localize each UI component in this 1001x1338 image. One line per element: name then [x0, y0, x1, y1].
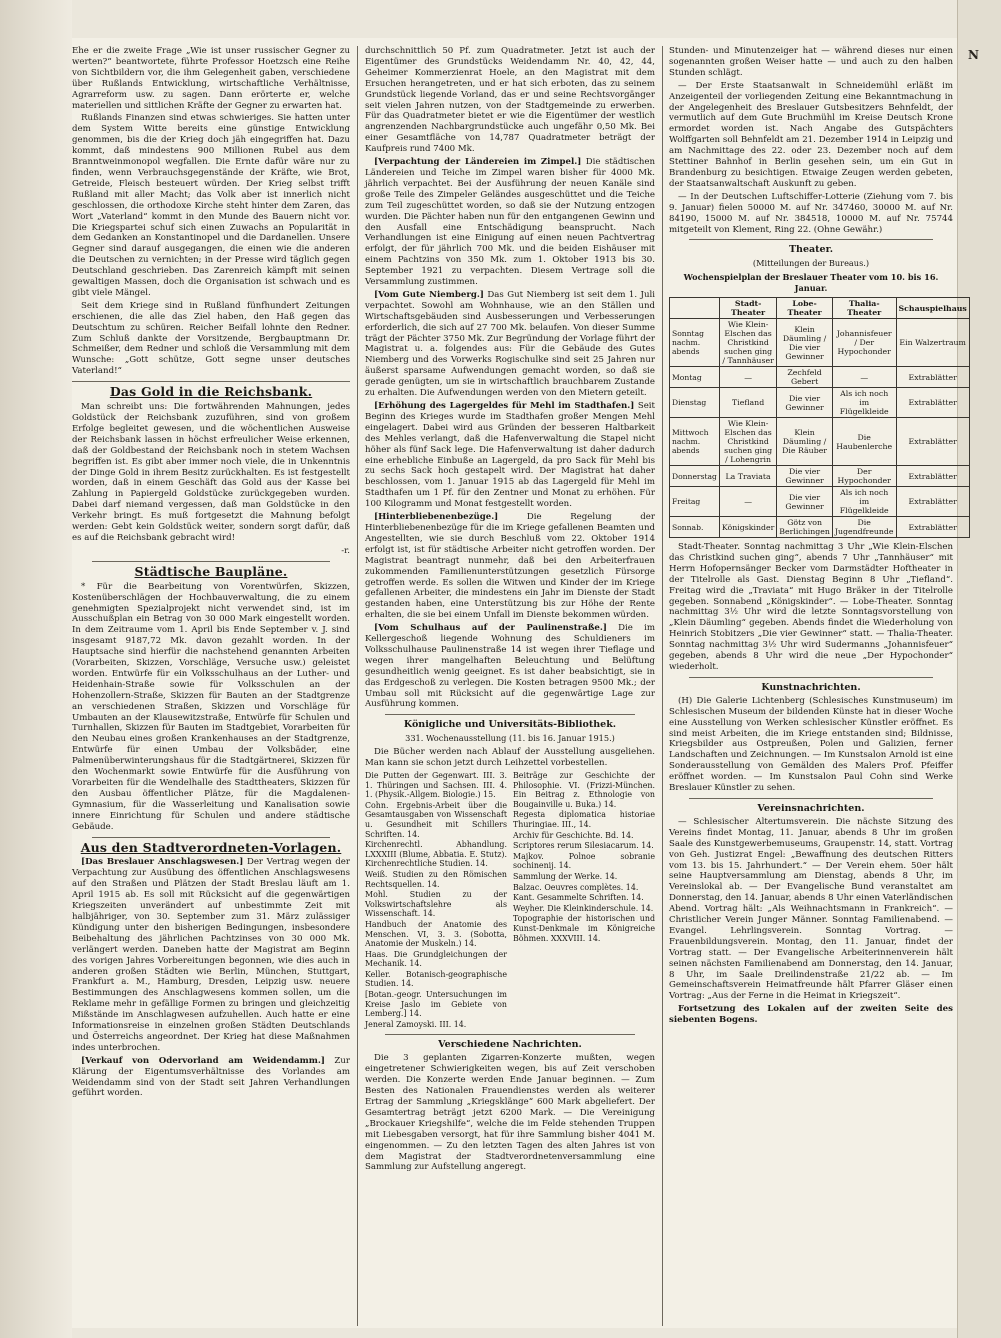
list-item: Kirchenrechtl. Abhandlung. LXXXIII (Blume, Abbatia. E. Stutz). Kirchenrechtliche Studien. 14. — [365, 840, 507, 869]
table-cell: Die Jugendfreunde — [832, 517, 896, 538]
theater-subtitle: (Mitteilungen der Bureaus.) — [752, 258, 870, 269]
table-header-row — [670, 298, 970, 319]
list-item: Topographie der historischen und Kunst-Denkmale im Königreiche Böhmen. XXXVIII. 14. — [513, 914, 655, 943]
table-cell: Als ich noch im Flügelkleide — [832, 388, 896, 418]
table-cell: Die Haubenlerche — [832, 418, 896, 466]
table-cell: Extrablätter — [896, 487, 969, 517]
item-niemberg: Das Gut Niemberg ist seit dem 1. Juli verpachtet. Sowohl am Wohnhause, wie an den Ställen und Wirtschaftsgebäuden sind Ausbesserungen und Verbesserungen erforderlich, die sich auf 27 700 Mk. belaufen. Von dieser Summe trägt der Pächter 3750 Mk. Zur Begründung der Vorlage führt der Magistrat u. a. folgendes aus: Für die Gebäude des Gutes Niemberg und des Vorwerks Rogischulke sind seit 25 Jahren nur äußerst sparsame Aufwendungen gemacht worden, so daß sie gerade genügten, um sie in wirtschaftlich brauchbarem Zustande zu erhalten. Die Aufwendungen werden von den Mietern geteilt. — [365, 289, 656, 399]
lecture-report: Ehe er die zweite Frage „Wie ist unser russischer Gegner zu werten?“ beantwortete, führte Professor Hoetzsch eine Reihe von Sichtbildern vor, die ihm Gelegenheit gaben, verschiedene über Rußlands Entwicklung, wirtschaftliche Verhältnisse, Agrarreform usw. zu sagen. Dann erörterte er, welche materiellen und sittlichen Kräfte der Gegner zu erwarten hat. — [72, 46, 350, 111]
list-item: Jeneral Zamoyski. III. 14. — [365, 1019, 467, 1029]
table-cell: Wie Klein-Elschen das Christkind suchen ging / Lohengrin — [719, 418, 776, 466]
heading-bibliothek: Königliche und Universitäts-Bibliothek. — [403, 719, 617, 731]
item-title-lagergeld: [Erhöhung des Lagergeldes für Mehl im Stadthafen.] — [374, 401, 635, 411]
list-item: Haas. Die Grundgleichungen der Mechanik. 14. — [365, 949, 507, 969]
heading-kunst: Kunstnachrichten. — [761, 681, 861, 693]
table-cell: Die vier Gewinner — [777, 388, 833, 418]
heading-vorlagen: Aus den Stadtverordneten-Vorlagen. — [80, 839, 342, 855]
list-item: Beiträge zur Geschichte der Philosophie. VI. (Frizzi-München. Ein Beitrag z. Ethnologie von Bougainville u. Buka.) 14. — [513, 771, 655, 809]
table-cell: Extrablätter — [896, 466, 969, 487]
list-item: [Botan.-geogr. Untersuchungen im Kreise Jaslo im Gebiete von Lemberg.] 14. — [365, 990, 507, 1019]
bibliothek-list-left — [365, 771, 507, 1030]
divider — [72, 381, 350, 382]
table-header — [670, 298, 720, 319]
table-cell: — — [719, 487, 776, 517]
column-1 — [72, 46, 350, 1331]
article-kunst: (H) Die Galerie Lichtenberg (Schlesisches Kunstmuseum) im Schlesischen Museum der bildenden Künste hat in dieser Woche eine Ausstellung von Werken schlesischer Künstler eröffnet. Es sind meist Arbeiten, die im Kriege entstanden sind; Bildnisse, Kriegsbilder aus Ostpreußen, Polen und Galizien, ferner Landschaften und Zeichnungen. — Im Kunstsalon Arnold ist eine Sonderausstellung von Gemälden des Malers Prof. Pfeiffer eröffnet worden. — Im Kunstsalon Paul Cohn sind Werke Breslauer Künstler zu sehen. — [669, 695, 953, 794]
heading-theater: Theater. — [788, 244, 834, 256]
table-row — [670, 517, 970, 538]
table-cell: Wie Klein-Elschen das Christkind suchen ging / Tannhäuser — [719, 319, 776, 367]
theater-schedule-table — [669, 297, 970, 538]
table-cell: Ein Walzertraum — [896, 319, 969, 367]
item-title-hinterbliebene: [Hinterbliebenenbezüge.] — [374, 512, 499, 523]
heading-bauplaene: Städtische Baupläne. — [134, 563, 288, 579]
table-cell: Als ich noch im Flügelkleide — [832, 487, 896, 517]
adjacent-page-edge — [957, 0, 1001, 1338]
table-cell: — — [719, 367, 776, 388]
bibliothek-intro: Die Bücher werden nach Ablauf der Ausstellung ausgeliehen. Man kann sie schon jetzt durch Leihzettel vorbestellen. — [365, 747, 655, 769]
bibliothek-subtitle: 331. Wochenausstellung (11. bis 16. Januar 1915.) — [405, 733, 615, 744]
table-cell: — — [832, 367, 896, 388]
list-item: Majkov. Polnoe sobranie sochinenij. 14. — [513, 851, 655, 871]
column-rule — [662, 46, 663, 1326]
list-item: Cohn. Ergebnis-Arbeit über die Gesamtausgaben von Wissenschaft u. Gesundheit mit Schillers Schriften. 14. — [365, 800, 507, 839]
table-cell: Zechfeld Gebert — [777, 367, 833, 388]
table-cell: Die vier Gewinner — [777, 466, 833, 487]
theater-week-title: Wochenspielplan der Breslauer Theater vom 10. bis 16. Januar. — [683, 272, 939, 294]
list-item: Kant. Gesammelte Schriften. 14. — [513, 893, 644, 903]
divider — [689, 239, 933, 240]
table-row — [670, 487, 970, 517]
item-title-anschlag: [Das Breslauer Anschlagswesen.] — [81, 857, 244, 868]
column-3 — [669, 46, 967, 1331]
table-cell: Tiefland — [719, 388, 776, 418]
table-row — [670, 319, 970, 367]
divider — [385, 714, 635, 715]
list-item: Regesta diplomatica historiae Thuringiae. III., 14. — [513, 810, 655, 829]
table-cell: Extrablätter — [896, 388, 969, 418]
table-row — [670, 466, 970, 487]
list-item: Keller. Botanisch-geographische Studien. 14. — [365, 969, 507, 989]
table-cell: Johannisfeuer / Der Hypochonder — [832, 319, 896, 367]
table-cell: Die vier Gewinner — [777, 487, 833, 517]
list-item: Weyher. Die Kleinkinderschule. 14. — [513, 903, 654, 913]
table-cell-day: Mittwoch nachm. abends — [670, 418, 720, 466]
item-oderland-cont: durchschnittlich 50 Pf. zum Quadratmeter. Jetzt ist auch der Eigentümer des Grundstücks Weidendamm Nr. 40, 42, 44, Geheimer Kommerzienrat Hoele, an den Magistrat mit dem Ersuchen herangetreten, und er hat sich erboten, das zu seinem Grundstück liegende Vorland, das er und seine Rechtsvorgänger seit vielen Jahren nutzen, von der Stadtgemeinde zu erwerben. Für das Quadratmeter bietet er wie die Eigentümer der westlich angrenzenden Nachbargrundstücke auch ungefähr 0,50 Mk. Bei einer Gesamtfläche von 14,787 Quadratmeter beträgt der Kaufpreis rund 7400 Mk. — [365, 46, 655, 155]
bibliothek-list-right — [513, 771, 655, 1030]
article-gold-signature: -r. — [341, 545, 350, 556]
table-row — [670, 418, 970, 466]
divider — [689, 798, 933, 799]
article-verein: — Schlesischer Altertumsverein. Die nächste Sitzung des Vereins findet Montag, 11. Januar, abends 8 Uhr im großen Saale des Kunstgewerbemuseums, Graupenstr. 14, statt. Vortrag von Geh. Justizrat Engel: „Bewaffnung des deutschen Ritters vom 13. bis 15. Jahrhundert.“ — Der Verein ehem. 50er hält seine Hauptversammlung am Dienstag, abends 8 Uhr, im Vereinslokal ab. — Der Evangelische Bund veranstaltet am Donnerstag, den 14. Januar, abends 8 Uhr einen Vaterländischen Abend. Vortrag hält: „Als Weihnachtsmann in Frankreich“. — Christlicher Verein Junger Männer. Sonntag Familienabend. — Evangel. Lehrlingsverein. Sonntag Vortrag. — Frauenbildungsverein. Montag, den 11. Januar, findet der Vortrag statt. — Der Evangelische Arbeiterinnenverein hält seinen nächsten Familienabend am Donnerstag, den 14. Januar, 8 Uhr, im Saale Dreilindenstraße 21/22 ab. — Im Gemeinschaftsverein Heimatfreunde hält Pfarrer Gläser einen Vortrag: „Aus der Ferne in die Heimat in Kriegszeit“. — [669, 816, 953, 1002]
article-lotterie: — In der Deutschen Luftschiffer-Lotterie (Ziehung vom 7. bis 9. Januar) fielen 50000 M. auf Nr. 347460, 30000 M. auf Nr. 84190, 15000 M. auf Nr. 384518, 10000 M. auf Nr. 75744 mitgeteilt von Klement, Ring 22. (Ohne Gewähr.) — [669, 191, 953, 235]
list-item: Die Putten der Gegenwart. III. 3. 1. Thüringen und Sachsen. III. 4. 1. (Physik.-Allgem. Biologie.) 15. — [365, 771, 507, 800]
table-cell: Königskinder — [719, 517, 776, 538]
item-title-oderland: [Verkauf von Odervorland am Weidendamm.] — [81, 1055, 325, 1066]
list-item: Balzac. Oeuvres complètes. 14. — [513, 882, 639, 892]
continuation-note: Fortsetzung des Lokalen auf der zweiten Seite des siebenten Bogens. — [669, 1004, 953, 1026]
table-cell: Extrablätter — [896, 517, 969, 538]
table-header: Schauspielhaus — [896, 298, 969, 319]
list-item: Sammlung der Werke. 14. — [513, 871, 618, 881]
item-title-zimpel: [Verpachtung der Ländereien im Zimpel.] — [374, 157, 582, 168]
item-schulhaus: Die im Kellergeschoß liegende Wohnung des Schuldieners im Volksschulhause Paulinenstraße 14 ist wegen ihrer Tieflage und wegen ihrer mangelhaften Beleuchtung und Belüftung gesundheitlich wenig geeignet. Es ist daher beabsichtigt, sie in das Erdgeschoß zu verlegen. Die Kosten betragen 9500 Mk.; der Umbau soll mit Rücksicht auf die gegenwärtige Lage zur Ausführung kommen. — [365, 623, 656, 710]
column-rule — [357, 46, 358, 1326]
table-header: Lobe-Theater — [777, 298, 833, 319]
book-binding — [0, 0, 72, 1338]
heading-gold: Das Gold in die Reichsbank. — [109, 384, 313, 400]
table-cell-day: Sonnab. — [670, 517, 720, 538]
table-cell-day: Sonntag nachm. abends — [670, 319, 720, 367]
table-row — [670, 367, 970, 388]
article-theater: Stadt-Theater. Sonntag nachmittag 3 Uhr „Wie Klein-Elschen das Christkind suchen ging“, abends 7 Uhr „Tannhäuser“ mit Herrn Hofopernsänger Becker vom Darmstädter Hoftheater in der Titelrolle als Gast. Dienstag Beginn 8 Uhr „Tiefland“. Freitag wird die „Traviata“ mit Hugo Bräker in der Titelrolle gegeben. Sonnabend „Königskinder“. — Lobe-Theater. Sonntag nachmittag 3½ Uhr wird die letzte Sonntagsvorstellung von „Klein Däumling“ gegeben. Abends findet die Wiederholung von Heinrich Stobitzers „Die vier Gewinner“ statt. — Thalia-Theater. Sonntag nachmittag 3½ Uhr wird Sudermanns „Johannisfeuer“ gegeben, abends 8 Uhr wird die neue „Der Hypochonder“ wiederholt. — [669, 542, 953, 672]
table-header: Stadt-Theater — [719, 298, 776, 319]
lecture-report-cont: Rußlands Finanzen sind etwas schwieriges. Sie hatten unter dem System Witte bereits eine günstige Entwicklung genommen, bis die der Krieg doch jäh eingegriffen hat. Dazu kommt, daß mindestens 900 Millionen Rubel aus dem Branntweinmonopol wegfallen. Die Ernte dafür wäre nur zu finden, wenn Verbrauchsgegenstände der Kräfte, wie Brot, Getreide, Fleisch besteuert würden. Der Krieg selbst trifft Rußland mit aller Macht; das Volk aber ist innerlich nicht geschlossen, die orthodoxe Kirche steht hinter dem Zaren, das Wort „Vaterland“ kommt in den Munde des Bauern nicht vor. Die Kriegspartei schuf sich einen Zuwachs an Popularität in dem Gedanken an Konstantinopel und die Dardanellen. Unsere Gegner sind darauf ausgegangen, die einen wie die anderen die Deutschen zu vernichten; in der Presse wird täglich gegen Deutschland geschrieben. Das Zarenreich kämpft mit seinen gewaltigen Massen, doch die Organisation ist schwach und es gibt viele Mängel. — [72, 113, 350, 298]
list-item: Archiv für Geschichte. Bd. 14. — [513, 830, 634, 840]
column-2 — [365, 46, 655, 1331]
item-hinterbliebene: Die Regelung der Hinterbliebenenbezüge für die im Kriege gefallenen Beamten und Angestellten, wie sie durch Beschluß vom 22. Oktober 1914 erfolgt ist, ist für städtische Arbeiter nicht getroffen worden. Der Magistrat beantragt nunmehr, daß bei den Arbeiterfrauen zukommenden Familienunterstützungen gesetzlich Fürsorge getroffen werde. Es sollen die Witwen und Kinder der im Kriege gefallenen Arbeiter, die mindestens ein Jahr im Dienste der Stadt gestanden haben, eine Unterstützung bis zur Höhe der Rente erhalten, die sie bei einem Unfall im Dienste bekommen würden. — [365, 512, 655, 621]
list-item: Mohl. Studien zu der Volkswirtschaftslehre als Wissenschaft. 14. — [365, 890, 507, 919]
list-item: Handbuch der Anatomie des Menschen. VI, 3. 3. (Sobotta, Anatomie der Muskeln.) 14. — [365, 919, 507, 949]
table-row — [670, 388, 970, 418]
item-zimpel: Die städtischen Ländereien und Teiche im Zimpel waren bisher für 4000 Mk. jährlich verpachtet. Bei der Ausführung der neuen Kanäle sind große Teile des Zimpeler Geländes ausgeschüttet und die Teiche zum Teil zugeschüttet worden, so daß sie der Nutzung entzogen wurden. Die Pächter haben nun für den entgangenen Gewinn und den Ausfall eine Entschädigung beansprucht. Nach Verhandlungen ist eine Einigung auf einen neuen Pachtvertrag erfolgt, der für jährlich 700 Mk. und die beiden Eishäuser mit einem Pachtzins von 350 Mk. zum 1. Oktober 1913 bis 30. September 1921 zu verpachten. Diesem Vertrage soll die Versammlung zustimmen. — [365, 157, 656, 288]
article-verschiedenes: Die 3 geplanten Zigarren-Konzerte mußten, wegen eingetretener Schwierigkeiten wegen, bis auf Zeit verschoben werden. Die Konzerte werden Ende Januar beginnen. — Zum Besten des Nationalen Frauendienstes werden als weiterer Ertrag der Sammlung „Kriegsklänge“ 600 Mark abgeliefert. Der Gesamtertrag beträgt jetzt 6200 Mark. — Die Vereinigung „Brockauer Kriegshilfe“, welche die im Felde stehenden Truppen mit Liebesgaben versorgt, hat für ihre Sammlung bisher 4041 M. eingenommen. — Zu den letzten Tagen des alten Jahres ist von dem Magistrat der Stadtverordnetenversammlung eine Sammlung zur Aufstellung angeregt. — [365, 1053, 655, 1173]
item-oderland: Zur Klärung der Eigentumsverhältnisse des Vorlandes am Weidendamm sind von der Stadt seit Jahren Verhandlungen geführt worden. — [72, 1055, 350, 1099]
newspaper-page — [72, 38, 967, 1328]
list-item: Scriptores rerum Silesiacarum. 14. — [513, 841, 654, 851]
divider — [689, 677, 933, 678]
table-cell: Klein Däumling / Die vier Gewinner — [777, 319, 833, 367]
bibliothek-list — [365, 771, 655, 1030]
list-item: Weiß. Studien zu den Römischen Rechtsquellen. 14. — [365, 869, 507, 889]
adjacent-page-fragment: N — [968, 48, 979, 62]
table-cell: Extrablätter — [896, 367, 969, 388]
divider — [385, 1034, 635, 1035]
article-staatsanwalt: — Der Erste Staatsanwalt in Schneidemühl erläßt im Anzeigenteil der vorliegenden Zeitung eine Bekanntmachung in der Angelegenheit des Breslauer Gutsbesitzers Behnfeldt, der vermutlich auf dem Gute Bruchmühl im Kreise Deutsch Krone ermordet worden ist. Nach Angabe des Gutspächters Wolffgarten soll Behnfeldt am 21. Dezember 1914 in Leipzig und am Nachmittage des 22. oder 23. Dezember noch auf dem Stettiner Bahnhof in Berlin gesehen sein, um ein Gut in Brandenburg zu besichtigen. Etwaige Zeugen werden gebeten, der Staatsanwaltschaft Auskunft zu geben. — [669, 80, 953, 189]
table-cell: Götz von Berlichingen — [777, 517, 833, 538]
heading-verein: Vereinsnachrichten. — [757, 802, 865, 814]
divider — [92, 837, 330, 838]
table-header: Thalia-Theater — [832, 298, 896, 319]
table-cell-day: Donnerstag — [670, 466, 720, 487]
table-cell-day: Dienstag — [670, 388, 720, 418]
table-cell: Der Hypochonder — [832, 466, 896, 487]
table-cell-day: Freitag — [670, 487, 720, 517]
article-clock-cont: Stunden- und Minutenzeiger hat — während dieses nur einen sogenannten großen Weiser hatte — und auch zu den halben Stunden schlägt. — [669, 46, 953, 78]
lecture-report-closing: Seit dem Kriege sind in Rußland fünfhundert Zeitungen erschienen, die alle das Ziel haben, den Haß gegen das Deutschtum zu schüren. Reicher Beifall lohnte den Redner. Zum Schluß dankte der Vorsitzende, Bergbauptmann Dr. Schmeißer, dem Redner und schloß die Versammlung mit dem Wunsche: „Gott schütze, Gott segne unser deutsches Vaterland!“ — [72, 300, 350, 377]
item-title-niemberg: [Vom Gute Niemberg.] — [374, 289, 484, 300]
table-cell-day: Montag — [670, 367, 720, 388]
item-lagergeld: Seit Beginn des Krieges wurde im Stadthafen großer Mengen Mehl eingelagert. Dabei wird aus Gründen der besseren Haltbarkeit des Mehles verlangt, daß die Hafenverwaltung die Stapel nicht höher als fünf Sack lege. Die Hafenverwaltung ist daher dadurch eine erhebliche Einbuße an Lagergeld, da pro Sack für Mehl bis zu sechs Sack hoch gestapelt wird. Der Magistrat hat daher beschlossen, vom 1. Januar 1915 ab das Lagergeld für Mehl im Stadthafen um 1 Pf. für den Zentner und Monat zu erhöhen. Für 100 Kilogramm und Monat festgestellt worden. — [365, 401, 655, 510]
divider — [92, 561, 330, 562]
heading-verschiedenes: Verschiedene Nachrichten. — [438, 1039, 582, 1051]
item-title-schulhaus: [Vom Schulhaus auf der Paulinenstraße.] — [374, 623, 607, 634]
article-gold: Man schreibt uns: Die fortwährenden Mahnungen, jedes Goldstück der Reichsbank zuzuführen, sind von großem Erfolge begleitet gewesen, und die wöchentlichen Ausweise der Reichsbank lassen in höchst erfreulicher Weise erkennen, daß der Goldbestand der Reichsbank noch in stetem Wachsen begriffen ist. Es gibt aber immer noch viele, die in Unkenntnis der Dinge Gold in ihrem Besitz zurückhalten. Es ist festgestellt worden, daß in einem Geschäft das Gold aus der Kasse bei Zahlung in Papiergeld Goldstücke zurückgegeben wurden. Dabei darf niemand vergessen, daß man Goldstücke in den Verkehr bringt. Es muß fortgesetzt die Mahnung befolgt werden: Gebt kein Goldstück weiter, sondern sorgt dafür, daß es auf die Reichsbank gebracht wird! — [72, 402, 350, 543]
table-cell: La Traviata — [719, 466, 776, 487]
item-anschlag: Der Vertrag wegen der Verpachtung zur Ausübung des öffentlichen Anschlagswesens auf den Straßen und Plätzen der Stadt Breslau läuft am 1. April 1915 ab. Es soll mit Rücksicht auf die gegenwärtigen Kriegszeiten unverändert auf unbestimmte Zeit mit halbjähriger, von 30. September zum 31. März zulässiger Kündigung unter den bisherigen Bedingungen, insbesondere Beibehaltung des jährlichen Pachtzinses von 30 000 Mk. verlängert werden. Daneben hatte der Magistrat am Beginn des vorigen Jahres Vorbereitungen begonnen, wie dies auch in anderen großen Städten wie Berlin, München, Stuttgart, Frankfurt a. M., Hamburg, Dresden, Leipzig usw. neuere Bestimmungen des Anschlagwesens kommen sollen, um die Reklame mehr in gefällige Formen zu bringen und gleichzeitig Mißstände im Anschlagwesen aufzuhellen. Auch hatte er eine Informationsreise in einzelnen großen Städten Deutschlands und Österreichs angeordnet. Der Krieg hat diese Maßnahmen indes unterbrochen. — [72, 857, 350, 1053]
table-cell: Klein Däumling / Die Räuber — [777, 418, 833, 466]
article-bauplaene: * Für die Bearbeitung von Vorentwürfen, Skizzen, Kostenüberschlägen der Hochbauverwaltung, die zu einem genehmigten Spezialprojekt nicht verwendet sind, ist im Ausschußplan ein Betrag von 30 000 Mark eingestellt worden. In dem Zeitraume vom 1. April bis Ende September v. J. sind insgesamt 9187,72 Mk. davon gezahlt worden. In der Hauptsache sind hierfür die nachstehend genannten Arbeiten (Vorarbeiten, Skizzen, Vorschläge, Versuche usw.) geleistet worden. Entwürfe für ein Volksschulhaus an der Luther- und Heidenhain-Straße sowie für Volksschulen an der Hohenzollern-Straße, Skizzen für Bauten an der Stadtgrenze an verschiedenen Straßen, Skizzen und Vorschläge für Umbauten an der Klausewitzstraße, Entwürfe für Schulen und Turnhallen, Skizzen für Bauten im Stadtgebiet, Vorarbeiten für den Neubau eines großen Krankenhauses an der Stadtgrenze, Entwürfe für einen Umbau der Volksbäder, eine Palmenüberwinterungshaus für die Stadtgärtnerei, Skizzen für den Wochenmarkt sowie Entwürfe für die Ausführung von Vorarbeiten für die Wendelhalle des Stadttheaters, Skizzen für den Ausbau öffentlicher Plätze, für die Magdalenen-Gymnasium, für die Wasserleitung und Kanalisation sowie innere Einrichtung für Schulen und andere städtische Gebäude. — [72, 581, 350, 832]
table-cell: Extrablätter — [896, 418, 969, 466]
